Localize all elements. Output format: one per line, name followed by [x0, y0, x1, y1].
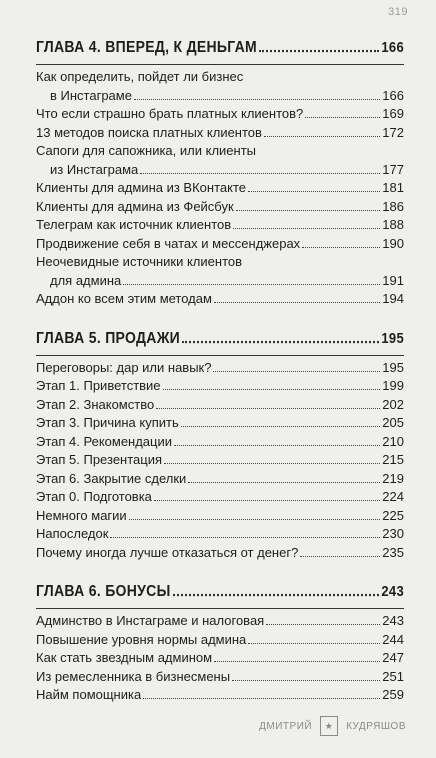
entry-page-number: 247 [382, 650, 404, 665]
entry-line [36, 488, 404, 507]
entry-text: Что если страшно брать платных клиентов? [36, 106, 304, 121]
entry-text: из Инстаграма [50, 161, 139, 177]
dot-leader [129, 519, 381, 520]
entry-page-number: 195 [382, 359, 404, 375]
entry-line [36, 105, 404, 124]
toc-entry[interactable] [36, 290, 404, 309]
entry-text: для админа [50, 272, 122, 288]
author-logo-icon: ★ [320, 716, 338, 736]
dot-leader [182, 340, 379, 342]
entry-text: 13 методов поиска платных клиентов [36, 124, 262, 140]
dot-leader [164, 463, 380, 464]
chapter-page-number: 195 [381, 329, 404, 347]
dot-leader [302, 247, 380, 248]
entry-page-number: 181 [382, 180, 404, 195]
entry-text: Немного магии [36, 507, 127, 523]
entry-text-line: Сапоги для сапожника, или клиенты [36, 143, 256, 158]
entry-page-number: 191 [382, 272, 404, 288]
entry-line [36, 612, 404, 631]
chapter-heading[interactable] [36, 582, 404, 604]
toc-entry[interactable] [36, 124, 404, 143]
entry-line [36, 377, 404, 396]
dot-leader [266, 624, 380, 625]
dot-leader [305, 117, 380, 118]
entry-page-number: 259 [382, 687, 404, 702]
dot-leader [233, 228, 380, 229]
footer [259, 716, 406, 736]
toc-entry[interactable] [36, 525, 404, 544]
toc-entry[interactable] [36, 451, 404, 470]
dot-leader [163, 389, 381, 390]
toc-entry[interactable] [36, 470, 404, 489]
toc-entry[interactable] [36, 686, 404, 705]
entry-line [36, 216, 404, 235]
entry-text: Как стать звездным админом [36, 650, 213, 665]
entry-page-number: 225 [382, 507, 404, 523]
entry-line [36, 414, 404, 433]
dot-leader [173, 594, 380, 596]
toc-entry[interactable] [36, 235, 404, 254]
entry-page-number: 169 [382, 106, 404, 121]
dot-leader [214, 302, 380, 303]
entry-text: Этап 4. Рекомендации [36, 433, 173, 449]
dot-leader [123, 284, 380, 285]
entry-line [36, 451, 404, 470]
entry-page-number: 205 [382, 415, 404, 430]
dot-leader [232, 680, 380, 681]
toc-entry[interactable] [36, 414, 404, 433]
entry-text: в Инстаграме [50, 87, 132, 103]
chapter-gap [36, 309, 404, 331]
entry-line [36, 525, 404, 544]
entry-line [36, 631, 404, 650]
entry-line [36, 87, 404, 106]
toc-entry[interactable] [36, 359, 404, 378]
entry-text: Этап 3. Причина купить [36, 415, 179, 430]
dot-leader [140, 173, 380, 174]
entry-text: Этап 5. Презентация [36, 452, 163, 467]
author-first-name: ДМИТРИЙ [259, 720, 313, 732]
entry-list [36, 68, 404, 309]
author-last-name: КУДРЯШОВ [346, 720, 406, 732]
chapter-page-number: 243 [381, 582, 404, 600]
chapter-title: ГЛАВА 5. ПРОДАЖИ [36, 328, 181, 347]
entry-page-number: 177 [382, 161, 404, 177]
dot-leader [248, 191, 380, 192]
chapter-heading[interactable] [36, 328, 404, 350]
entry-text: Этап 1. Приветствие [36, 378, 161, 393]
dot-leader [248, 643, 380, 644]
chapter-title: ГЛАВА 4. ВПЕРЕД, К ДЕНЬГАМ [36, 37, 257, 56]
entry-line [36, 668, 404, 687]
entry-page-number: 190 [382, 235, 404, 251]
entry-text: Клиенты для админа из ВКонтакте [36, 180, 246, 195]
dot-leader [156, 408, 380, 409]
dot-leader [300, 556, 380, 557]
entry-line [36, 235, 404, 254]
entry-text: Этап 0. Подготовка [36, 489, 152, 504]
table-of-contents [36, 37, 404, 705]
entry-page-number: 235 [382, 544, 404, 560]
entry-page-number: 244 [382, 631, 404, 647]
dot-leader [236, 210, 381, 211]
entry-text: Клиенты для админа из Фейсбук [36, 198, 234, 214]
entry-page-number: 219 [382, 470, 404, 486]
toc-entry[interactable] [36, 507, 404, 526]
toc-entry[interactable] [36, 142, 404, 179]
entry-line [36, 179, 404, 198]
dot-leader [110, 537, 380, 538]
entry-page-number: 199 [382, 378, 404, 393]
dot-leader [154, 500, 380, 501]
entry-text: Переговоры: дар или навык? [36, 359, 212, 375]
entry-line [36, 124, 404, 143]
entry-text: Админство в Инстаграме и налоговая [36, 613, 265, 628]
entry-line [36, 433, 404, 452]
entry-line [36, 359, 404, 378]
toc-entry[interactable] [36, 179, 404, 198]
toc-entry[interactable] [36, 488, 404, 507]
entry-text: Найм помощника [36, 687, 142, 702]
entry-text: Этап 2. Знакомство [36, 396, 155, 412]
toc-entry[interactable] [36, 105, 404, 124]
entry-page-number: 230 [382, 526, 404, 541]
chapter-title: ГЛАВА 6. БОНУСЫ [36, 581, 171, 600]
entry-page-number: 224 [382, 489, 404, 504]
entry-text-line: Как определить, пойдет ли бизнес [36, 69, 244, 84]
entry-line [36, 544, 404, 563]
toc-entry[interactable] [36, 68, 404, 105]
entry-page-number: 186 [382, 198, 404, 214]
dot-leader [143, 698, 380, 699]
page-number: 319 [388, 6, 408, 18]
toc-entry[interactable] [36, 433, 404, 452]
dot-leader [188, 482, 380, 483]
entry-page-number: 202 [382, 396, 404, 412]
entry-page-number: 188 [382, 217, 404, 232]
entry-text-line: Неочевидные источники клиентов [36, 254, 243, 269]
dot-leader [213, 371, 380, 372]
toc-entry[interactable] [36, 612, 404, 631]
dot-leader [174, 445, 380, 446]
chapter-rule [36, 355, 404, 356]
entry-line [36, 290, 404, 309]
entry-line [36, 198, 404, 217]
dot-leader [181, 426, 381, 427]
entry-line [36, 470, 404, 489]
entry-page-number: 243 [382, 613, 404, 628]
toc-entry[interactable] [36, 377, 404, 396]
toc-entry[interactable] [36, 216, 404, 235]
dot-leader [264, 136, 380, 137]
chapter-rule [36, 64, 404, 65]
entry-text: Телеграм как источник клиентов [36, 217, 232, 232]
toc-entry[interactable] [36, 631, 404, 650]
toc-entry[interactable] [36, 396, 404, 415]
dot-leader [259, 50, 379, 52]
toc-entry[interactable] [36, 253, 404, 290]
entry-line [36, 507, 404, 526]
entry-text: Из ремесленника в бизнесмены [36, 668, 231, 684]
entry-line [36, 161, 404, 180]
entry-text: Этап 6. Закрытие сделки [36, 470, 187, 486]
chapter-rule [36, 608, 404, 609]
entry-list [36, 612, 404, 705]
chapter-page-number: 166 [381, 38, 404, 56]
entry-list [36, 359, 404, 563]
entry-page-number: 166 [382, 87, 404, 103]
entry-text: Повышение уровня нормы админа [36, 631, 247, 647]
entry-page-number: 215 [382, 452, 404, 467]
chapter-heading[interactable] [36, 38, 404, 60]
toc-entry[interactable] [36, 649, 404, 668]
entry-line [36, 649, 404, 668]
entry-line [36, 686, 404, 705]
entry-text: Почему иногда лучше отказаться от денег? [36, 544, 299, 560]
toc-entry[interactable] [36, 198, 404, 217]
toc-entry[interactable] [36, 668, 404, 687]
entry-text: Напоследок [36, 526, 109, 541]
toc-entry[interactable] [36, 544, 404, 563]
entry-page-number: 194 [382, 291, 404, 306]
dot-leader [214, 661, 380, 662]
entry-page-number: 251 [382, 668, 404, 684]
dot-leader [134, 99, 380, 100]
entry-page-number: 210 [382, 433, 404, 449]
entry-line [36, 272, 404, 291]
entry-page-number: 172 [382, 124, 404, 140]
entry-text: Аддон ко всем этим методам [36, 291, 212, 306]
entry-line [36, 396, 404, 415]
entry-text: Продвижение себя в чатах и мессенджерах [36, 235, 301, 251]
